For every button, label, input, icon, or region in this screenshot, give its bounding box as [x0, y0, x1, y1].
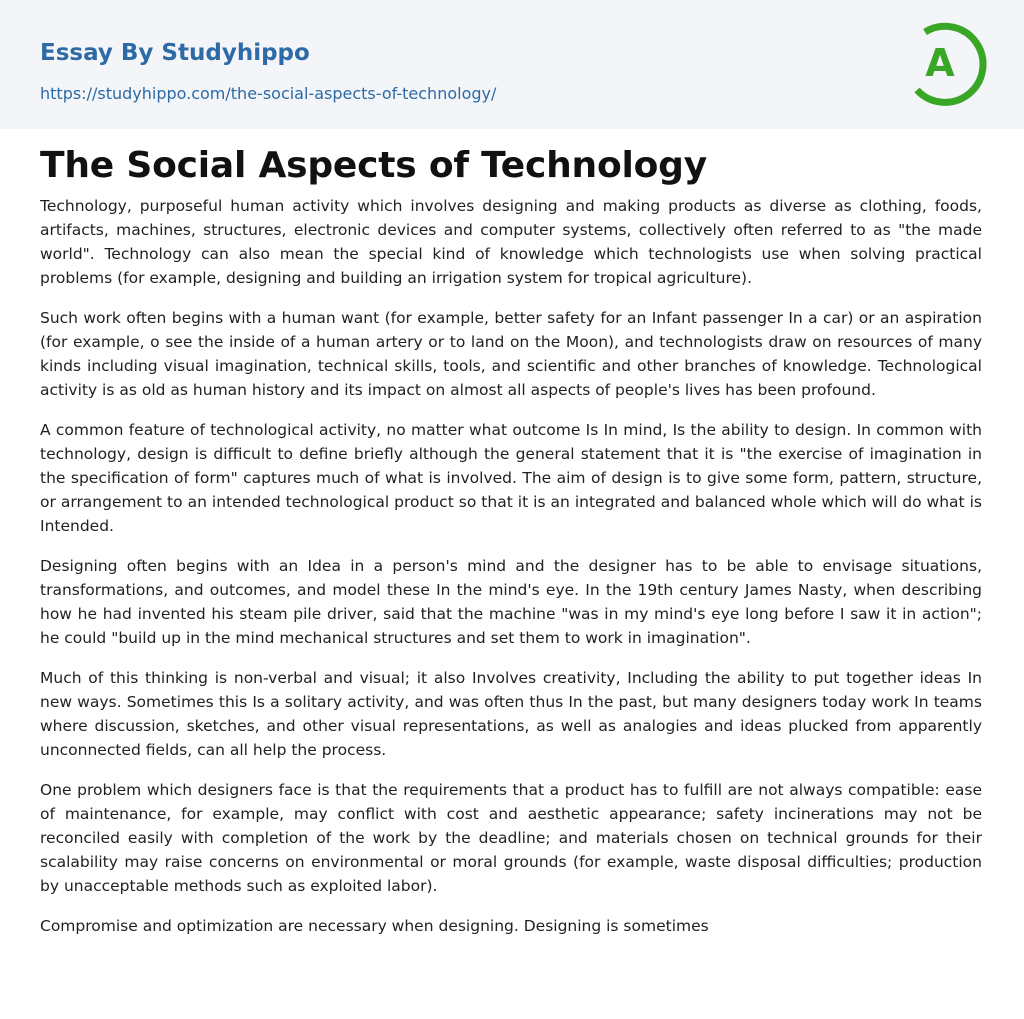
essay-paragraph: Such work often begins with a human want (for example, better safety for an Infant passenger In a car) or an aspiration (for example, o see the inside of a human artery or to land on the Moon), and technologists draw on resources of many kinds including visual imagination, technical skills, tools, and scientific and other branches of knowledge. Technological activity is as old as human history and its impact on almost all aspects of people's lives has been profound.	[40, 309, 982, 399]
essay-paragraph: A common feature of technological activity, no matter what outcome Is In mind, Is the ability to design. In common with technology, design is difficult to define briefly although the general statement that it is "the exercise of imagination in the specification of form" captures much of what is involved. The aim of design is to give some form, pattern, structure, or arrangement to an intended technological product so that it is an integrated and balanced whole which will do what is Intended.	[40, 421, 982, 535]
essay-paragraph: Technology, purposeful human activity which involves designing and making products as diverse as clothing, foods, artifacts, machines, structures, electronic devices and computer systems, collectively often referred to as "the made world". Technology can also mean the special kind of knowledge which technologists use when solving practical problems (for example, designing and building an irrigation system for tropical agriculture).	[40, 197, 982, 287]
essay-paragraph: Compromise and optimization are necessary when designing. Designing is sometimes	[40, 917, 709, 935]
page-title: The Social Aspects of Technology	[40, 145, 707, 186]
source-url-link[interactable]: https://studyhippo.com/the-social-aspects-of-technology/	[40, 84, 497, 103]
essay-paragraph: Much of this thinking is non-verbal and visual; it also Involves creativity, Including the ability to put together ideas In new ways. Sometimes this Is a solitary activity, and was often thus In the past, but many designers today work In teams where discussion, sketches, and other visual representations, as well as analogies and ideas plucked from apparently unconnected fields, can all help the process.	[40, 669, 982, 759]
logo-letter: A	[925, 41, 955, 85]
logo-ring-icon	[904, 18, 988, 106]
essay-body	[40, 194, 982, 954]
site-header	[0, 0, 1024, 129]
brand-title: Essay By Studyhippo	[40, 40, 310, 66]
essay-paragraph: Designing often begins with an Idea in a person's mind and the designer has to be able to envisage situations, transformations, and outcomes, and model these In the mind's eye. In the 19th century James Nasty, when describing how he had invented his steam pile driver, said that the machine "was in my mind's eye long before I saw it in action"; he could "build up in the mind mechanical structures and set them to work in imagination".	[40, 557, 982, 647]
studyhippo-logo-icon[interactable]	[904, 18, 988, 106]
essay-paragraph: One problem which designers face is that the requirements that a product has to fulfill are not always compatible: ease of maintenance, for example, may conflict with cost and aesthetic appearance; safety incinerations may not be reconciled easily with completion of the work by the deadline; and materials chosen on technical grounds for their scalability may raise concerns on environmental or moral grounds (for example, waste disposal difficulties; production by unacceptable methods such as exploited labor).	[40, 781, 982, 895]
